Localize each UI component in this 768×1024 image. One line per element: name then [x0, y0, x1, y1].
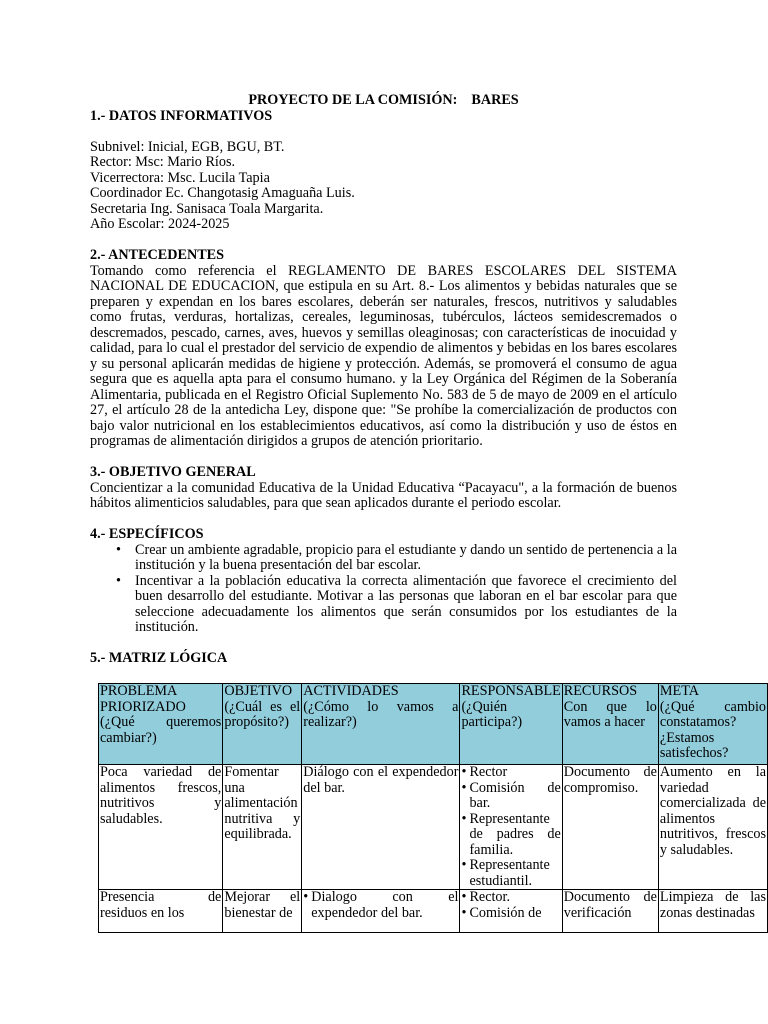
list-item: • Dialogo con el expendedor del bar. — [303, 890, 458, 921]
cell-resources: Documento de verificación — [562, 890, 658, 933]
objetivo-general-paragraph: Concientizar a la comunidad Educativa de la Unidad Educativa “Pacayacu", a la formación de buenos hábitos alimenticios saludables, para que sean aplicados durante el periodo escolar. — [90, 479, 677, 511]
cell-problem: Poca variedad de alimentos frescos, nutritivos y saludables. — [99, 765, 223, 890]
list-item: • Crear un ambiente agradable, propicio para el estudiante y dando un sentido de pertenencia a la institución y la buena presentación del bar escolar. — [135, 543, 677, 574]
list-item: • Representante estudiantil. — [461, 858, 560, 889]
info-line: Secretaria Ing. Sanisaca Toala Margarita. — [90, 200, 324, 217]
section-2-heading: 2.- ANTECEDENTES — [90, 247, 225, 263]
title-label: PROYECTO DE LA COMISIÓN: — [248, 92, 458, 108]
section-1-heading: 1.- DATOS INFORMATIVOS — [90, 107, 273, 124]
table-row — [99, 890, 768, 933]
header-cell-objective: OBJETIVO (¿Cuál es el propósito?) — [223, 684, 302, 765]
header-cell-activities: ACTIVIDADES (¿Cómo lo vamos a realizar?) — [302, 684, 460, 765]
cell-responsible — [460, 890, 562, 933]
section-5-heading: 5.- MATRIZ LÓGICA — [90, 650, 228, 666]
document-page — [90, 93, 677, 667]
antecedentes-paragraph: Tomando como referencia el REGLAMENTO DE BARES ESCOLARES DEL SISTEMA NACIONAL DE EDUCACION, que estipula en su Art. 8.- Los alimentos y bebidas naturales que se preparen y expendan en los bares escolares, deberán ser naturales, frescos, nutritivos y saludables como frutas, verduras, hortalizas, cereales, leguminosas, tubérculos, lácteos semidescremados o descremados, pescado, carnes, aves, huevos y semillas oleaginosas; con características de inocuidad y calidad, para lo cual el prestador del servicio de expendio de alimentos y bebidas en los bares escolares y su personal aplicarán medidas de higiene y protección. Además, se promoverá el consumo de agua segura que es aquella apta para el consumo humano. y la Ley Orgánica del Régimen de la Soberanía Alimentaria, publicada en el Registro Oficial Suplemento No. 583 de 5 de mayo de 2009 en el artículo 27, el artículo 28 de la antedicha Ley, dispone que: "Se prohíbe la comercialización de productos con bajo valor nutricional en los establecimientos educativos, así como la distribución y uso de éstos en programas de alimentación dirigidos a grupos de atención prioritario. — [90, 262, 677, 449]
info-line: Año Escolar: 2024-2025 — [90, 216, 230, 232]
list-item: • Representante de padres de familia. — [461, 812, 560, 859]
cell-activity — [302, 890, 460, 933]
document-title — [90, 93, 677, 109]
title-commission: BARES — [471, 92, 519, 108]
header-cell-problem: PROBLEMA PRIORIZADO (¿Qué queremos cambiar?) — [99, 684, 223, 765]
cell-resources: Documento de compromiso. — [562, 765, 658, 890]
list-item: • Rector. — [461, 890, 560, 906]
header-cell-goal: META (¿Qué cambio constatamos? ¿Estamos satisfechos? — [658, 684, 767, 765]
info-line: Coordinador Ec. Changotasig Amaguaña Luis. — [90, 185, 355, 201]
header-cell-responsible: RESPONSABLE (¿Quién participa?) — [460, 684, 562, 765]
info-line: Subnivel: Inicial, EGB, BGU, BT. — [90, 138, 285, 155]
cell-objective: Fomentar una alimentación nutritiva y equilibrada. — [223, 765, 302, 890]
section-4-heading: 4.- ESPECÍFICOS — [90, 526, 204, 542]
list-item: • Comisión de bar. — [461, 781, 560, 812]
logic-matrix-table — [98, 683, 768, 933]
info-line: Vicerrectora: Msc. Lucila Tapia — [90, 169, 270, 186]
cell-goal: Limpieza de las zonas destinadas — [658, 890, 767, 933]
specific-objectives-list — [90, 543, 677, 636]
info-line: Rector: Msc: Mario Ríos. — [90, 154, 236, 170]
cell-objective: Mejorar el bienestar de — [223, 890, 302, 933]
list-item: • Comisión de — [461, 906, 560, 922]
table-header-row — [99, 684, 768, 765]
section-3-heading: 3.- OBJETIVO GENERAL — [90, 464, 256, 480]
list-item: • Rector — [461, 765, 560, 781]
cell-problem: Presencia de residuos en los — [99, 890, 223, 933]
header-cell-resources: RECURSOS Con que lo vamos a hacer — [562, 684, 658, 765]
cell-responsible — [460, 765, 562, 890]
cell-activity: Diálogo con el expendedor del bar. — [302, 765, 460, 890]
list-item: • Incentivar a la población educativa la correcta alimentación que favorece el crecimiento del buen desarrollo del estudiante. Motivar a las personas que laboran en el bar escolar para que seleccione adecuadamente los alimentos que serán consumidos por los estudiantes de la institución. — [135, 574, 677, 636]
table-row — [99, 765, 768, 890]
cell-goal: Aumento en la variedad comercializada de alimentos nutritivos, frescos y saludables. — [658, 765, 767, 890]
